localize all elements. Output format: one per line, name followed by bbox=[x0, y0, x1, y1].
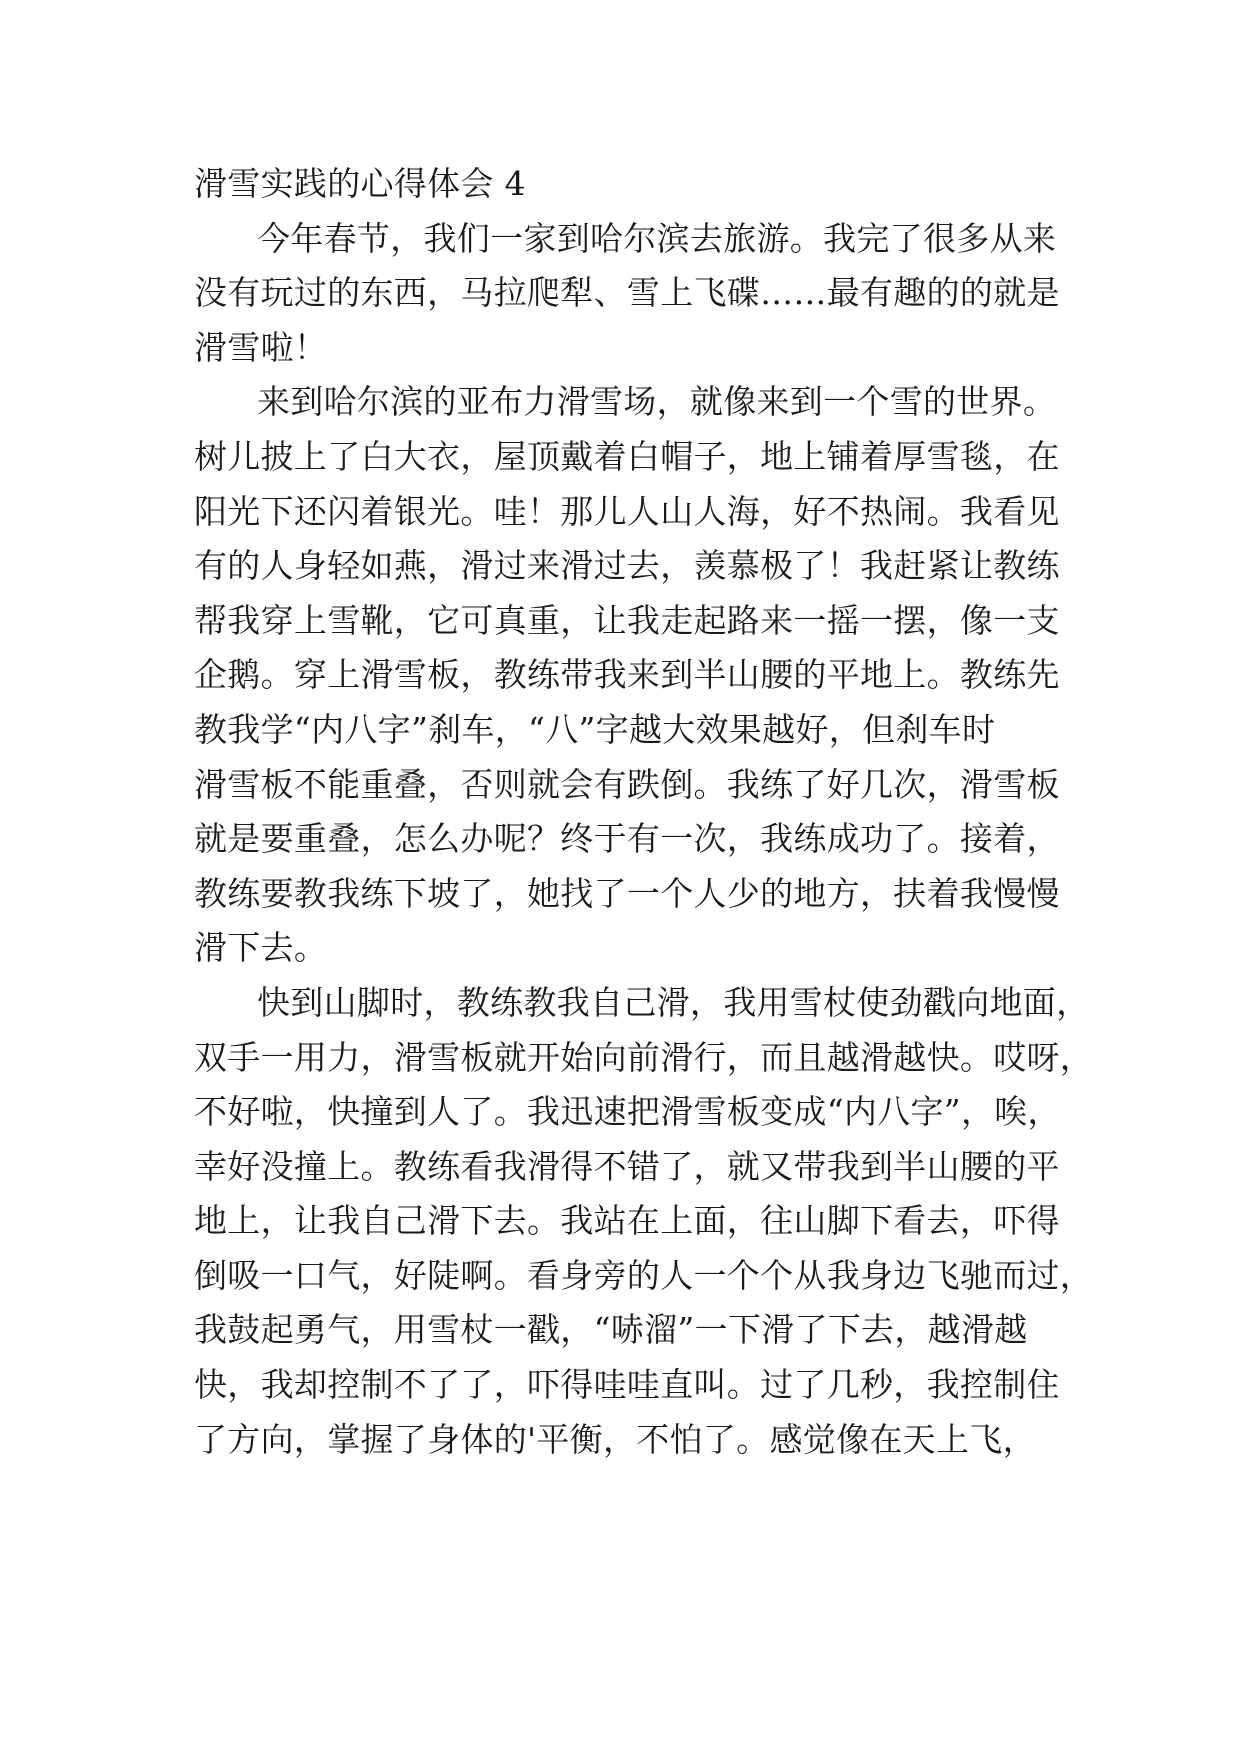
paragraph-line: 今年春节，我们一家到哈尔滨去旅游。我完了很多从来 bbox=[257, 218, 1057, 258]
paragraph-line: 树儿披上了白大衣，屋顶戴着白帽子，地上铺着厚雪毯，在 bbox=[194, 436, 1060, 476]
paragraph-line: 幸好没撞上。教练看我滑得不错了，就又带我到半山腰的平 bbox=[194, 1146, 1060, 1186]
paragraph-line: 了方向，掌握了身体的'平衡，不怕了。感觉像在天上飞， bbox=[194, 1419, 1036, 1459]
paragraph-line: 滑雪板不能重叠，否则就会有跌倒。我练了好几次，滑雪板 bbox=[194, 764, 1060, 804]
paragraph-line: 快到山脚时，教练教我自己滑，我用雪杖使劲戳向地面， bbox=[257, 982, 1090, 1022]
paragraph-3 bbox=[194, 976, 1094, 1467]
paragraph-line: 阳光下还闪着银光。哇！那儿人山人海，好不热闹。我看见 bbox=[194, 491, 1060, 531]
paragraph-line: 倒吸一口气，好陡啊。看身旁的人一个个从我身边飞驰而过， bbox=[194, 1255, 1094, 1295]
paragraph-line: 滑雪啦！ bbox=[194, 327, 328, 367]
paragraph-2 bbox=[194, 375, 1060, 976]
document-body bbox=[194, 157, 1094, 1467]
paragraph-line: 企鹅。穿上滑雪板，教练带我来到半山腰的平地上。教练先 bbox=[194, 655, 1060, 695]
paragraph-line: 我鼓起勇气，用雪杖一戳，“哧溜”一下滑了下去，越滑越 bbox=[194, 1310, 1028, 1350]
paragraph-line: 没有玩过的东西，马拉爬犁、雪上飞碟……最有趣的的就是 bbox=[194, 273, 1060, 313]
paragraph-line: 教我学“内八字”刹车，“八”字越大效果越好，但刹车时 bbox=[194, 709, 996, 749]
paragraph-line: 就是要重叠，怎么办呢？终于有一次，我练成功了。接着， bbox=[194, 819, 1060, 859]
paragraph-line: 来到哈尔滨的亚布力滑雪场，就像来到一个雪的世界。 bbox=[257, 382, 1057, 422]
paragraph-line: 滑下去。 bbox=[194, 928, 328, 968]
paragraph-line: 快，我却控制不了了，吓得哇哇直叫。过了几秒，我控制住 bbox=[194, 1365, 1060, 1405]
paragraph-1 bbox=[194, 212, 1060, 376]
paragraph-line: 不好啦，快撞到人了。我迅速把滑雪板变成“内八字”，唉， bbox=[194, 1092, 1061, 1132]
paragraph-line: 教练要教我练下坡了，她找了一个人少的地方，扶着我慢慢 bbox=[194, 873, 1060, 913]
paragraph-line: 地上，让我自己滑下去。我站在上面，往山脚下看去，吓得 bbox=[194, 1201, 1060, 1241]
document-title: 滑雪实践的心得体会 4 bbox=[194, 164, 526, 203]
paragraph-line: 帮我穿上雪靴，它可真重，让我走起路来一摇一摆，像一支 bbox=[194, 600, 1060, 640]
paragraph-line: 有的人身轻如燕，滑过来滑过去，羡慕极了！我赶紧让教练 bbox=[194, 546, 1060, 586]
paragraph-line: 双手一用力，滑雪板就开始向前滑行，而且越滑越快。哎呀， bbox=[194, 1037, 1094, 1077]
